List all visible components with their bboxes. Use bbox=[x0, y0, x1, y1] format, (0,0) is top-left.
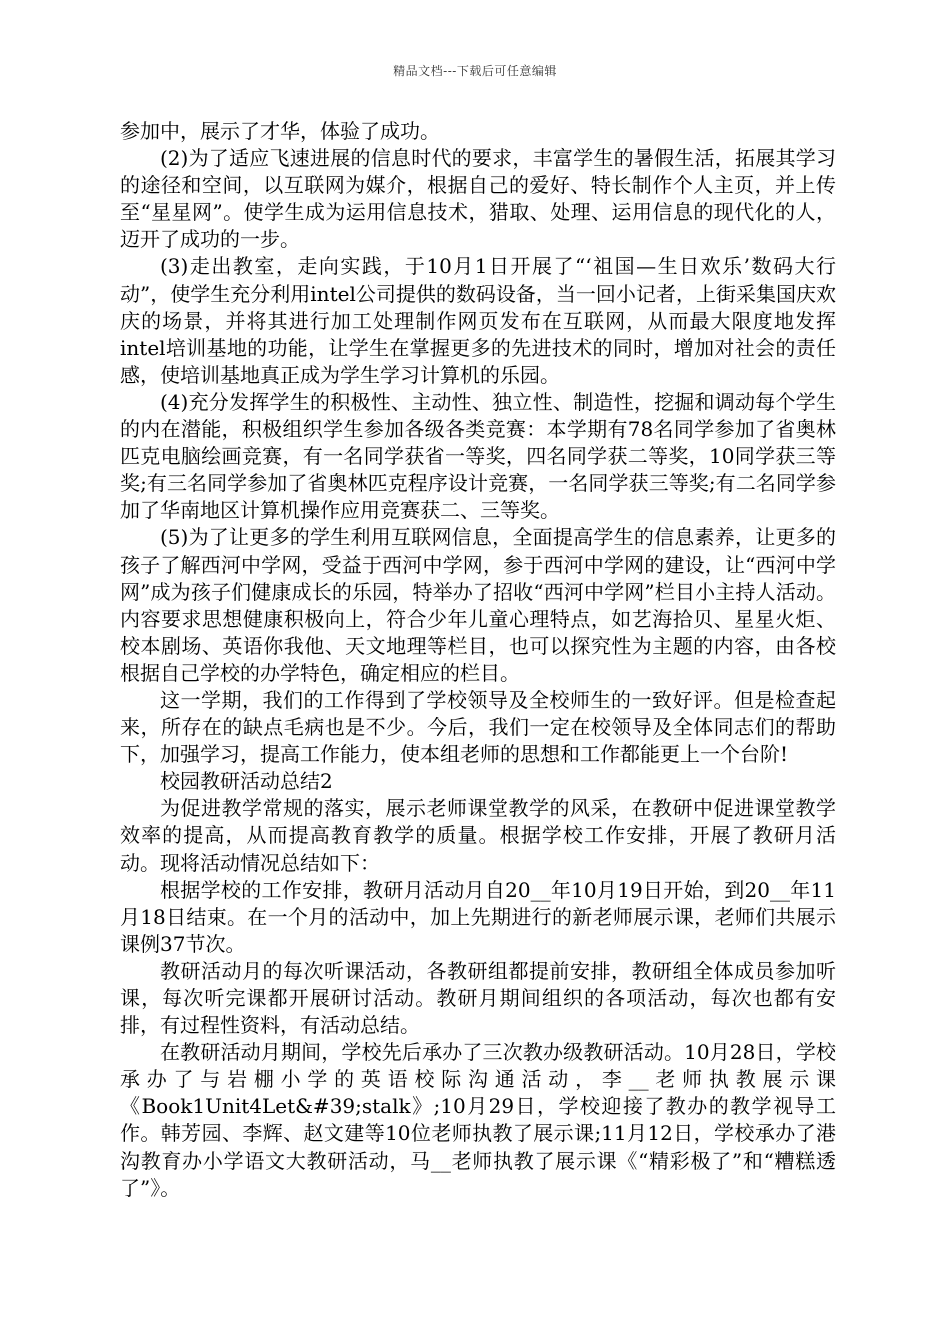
document-body bbox=[120, 118, 836, 1202]
paragraph-item-5: (5)为了让更多的学生利用互联网信息，全面提高学生的信息素养，让更多的孩子了解西河中学网，受益于西河中学网，参于西河中学网的建设，让“西河中学网”成为孩子们健康成长的乐园，特举办了招收“西河中学网”栏目小主持人活动。内容要求思想健康积极向上，符合少年儿童心理特点，如艺海拾贝、星星火炬、校本剧场、英语你我他、天文地理等栏目，也可以探究性为主题的内容，由各校根据自己学校的办学特色，确定相应的栏目。 bbox=[120, 525, 836, 685]
paragraph-schedule: 根据学校的工作安排，教研月活动月自20__年10月19日开始，到20__年11月18日结束。在一个月的活动中，加上先期进行的新老师展示课，老师们共展示课例37节次。 bbox=[120, 877, 836, 956]
page-header: 精品文档---下载后可任意编辑 bbox=[393, 64, 557, 78]
paragraph-activities: 教研活动月的每次听课活动，各教研组都提前安排，教研组全体成员参加听课，每次听完课都开展研讨活动。教研月期间组织的各项活动，每次也都有安排，有过程性资料，有活动总结。 bbox=[120, 958, 836, 1038]
paragraph-events: 在教研活动月期间，学校先后承办了三次教办级教研活动。10月28日，学校承办了与岩棚小学的英语校际沟通活动，李__老师执教展示课《Book1Unit4Let&#39;stalk》;10月29日，学校迎接了教办的教学视导工作。韩芳园、李辉、赵文建等10位老师执教了展示课;11月12日，学校承办了港沟教育办小学语文大教研活动，马__老师执教了展示课《“精彩极了”和“糟糕透了”》。 bbox=[120, 1040, 836, 1200]
paragraph-intro: 为促进教学常规的落实，展示老师课堂教学的风采，在教研中促进课堂教学效率的提高，从而提高教育教学的质量。根据学校工作安排，开展了教研月活动。现将活动情况总结如下： bbox=[120, 796, 836, 875]
paragraph-continuation: 参加中，展示了才华，体验了成功。 bbox=[120, 119, 440, 143]
paragraph-item-4: (4)充分发挥学生的积极性、主动性、独立性、制造性，挖掘和调动每个学生的内在潜能，积极组织学生参加各级各类竞赛：本学期有78名同学参加了省奥林匹克电脑绘画竞赛，有一名同学获省一等奖，四名同学获二等奖，10同学获三等奖;有三名同学参加了省奥林匹克程序设计竞赛，一名同学获三等奖;有二名同学参加了华南地区计算机操作应用竞赛获二、三等奖。 bbox=[120, 389, 836, 523]
paragraph-item-2: (2)为了适应飞速进展的信息时代的要求，丰富学生的暑假生活，拓展其学习的途径和空间，以互联网为媒介，根据自己的爱好、特长制作个人主页，并上传至“星星网”。使学生成为运用信息技术，猎取、处理、运用信息的现代化的人，迈开了成功的一步。 bbox=[120, 146, 836, 252]
paragraph-item-3: (3)走出教室，走向实践，于10月1日开展了“‘祖国—生日欢乐’数码大行动”，使学生充分利用intel公司提供的数码设备，当一回小记者，上街采集国庆欢庆的场景，并将其进行加工处理制作网页发布在互联网，从而最大限度地发挥intel培训基地的功能，让学生在掌握更多的先进技术的同时，增加对社会的责任感，使培训基地真正成为学生学习计算机的乐园。 bbox=[120, 254, 836, 387]
paragraph-summary: 这一学期，我们的工作得到了学校领导及全校师生的一致好评。但是检查起来，所存在的缺点毛病也是不少。今后，我们一定在校领导及全体同志们的帮助下，加强学习，提高工作能力，使本组老师的思想和工作都能更上一个台阶! bbox=[120, 687, 836, 767]
section-heading: 校园教研活动总结2 bbox=[160, 769, 333, 794]
